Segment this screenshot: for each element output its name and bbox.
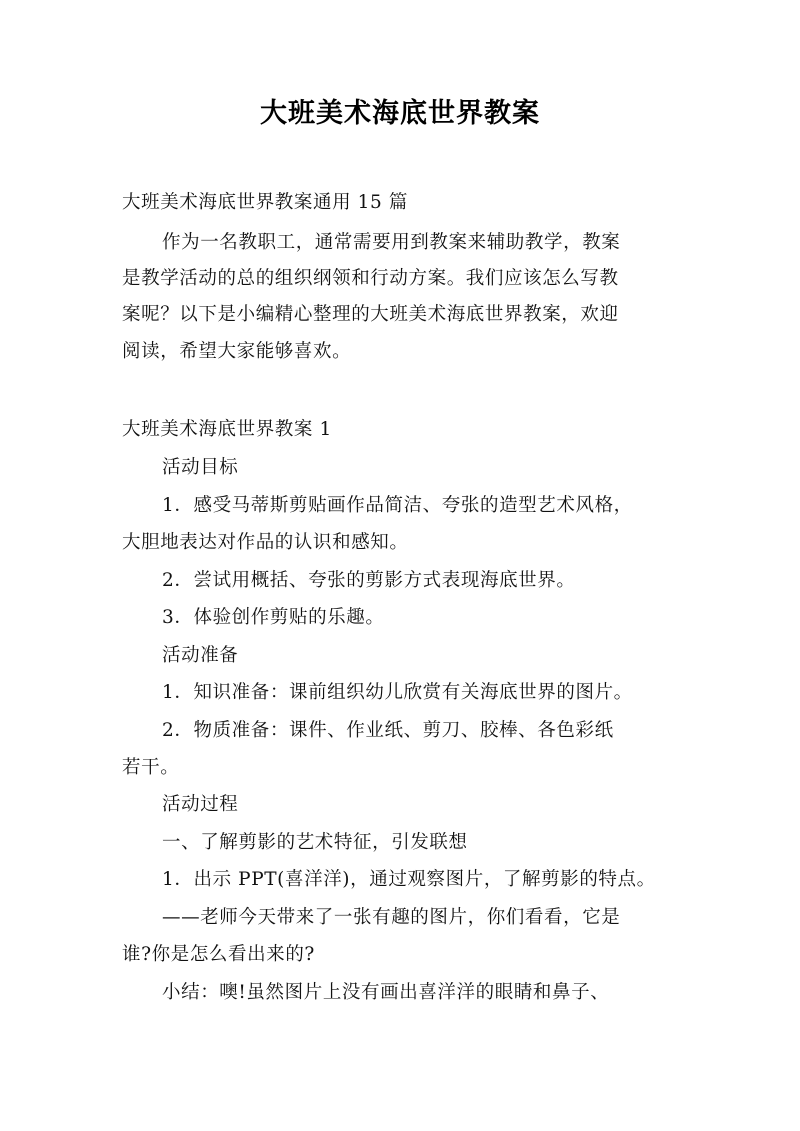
document-title: 大班美术海底世界教案 — [260, 98, 540, 129]
section-heading: 大班美术海底世界教案 1 — [122, 419, 332, 440]
body-line: 谁?你是怎么看出来的? — [122, 944, 315, 965]
body-line: 3．体验创作剪贴的乐趣。 — [162, 607, 385, 628]
body-line: 2．物质准备：课件、作业纸、剪刀、胶棒、各色彩纸 — [162, 720, 614, 741]
intro-line: 作为一名教职工，通常需要用到教案来辅助教学，教案 — [162, 232, 621, 253]
intro-line: 阅读，希望大家能够喜欢。 — [122, 341, 352, 362]
subheading-activity-goals: 活动目标 — [162, 457, 239, 478]
body-line: 一、了解剪影的艺术特征，引发联想 — [162, 832, 468, 853]
body-line: 2．尝试用概括、夸张的剪影方式表现海底世界。 — [162, 570, 576, 591]
subtitle-line: 大班美术海底世界教案通用 15 篇 — [122, 192, 409, 213]
body-line: 大胆地表达对作品的认识和感知。 — [122, 532, 409, 553]
body-line: 1．出示 PPT(喜洋洋)，通过观察图片，了解剪影的特点。 — [162, 869, 656, 890]
subheading-activity-preparation: 活动准备 — [162, 645, 239, 666]
intro-line: 案呢？以下是小编精心整理的大班美术海底世界教案，欢迎 — [122, 304, 619, 325]
body-line: ——老师今天带来了一张有趣的图片，你们看看，它是 — [162, 907, 621, 928]
body-line: 若干。 — [122, 757, 180, 778]
body-line: 小结：噢!虽然图片上没有画出喜洋洋的眼睛和鼻子、 — [162, 982, 610, 1003]
subheading-activity-process: 活动过程 — [162, 794, 239, 815]
body-line: 1．感受马蒂斯剪贴画作品简洁、夸张的造型艺术风格， — [162, 495, 633, 516]
body-line: 1．知识准备：课前组织幼儿欣赏有关海底世界的图片。 — [162, 682, 633, 703]
intro-line: 是教学活动的总的组织纲领和行动方案。我们应该怎么写教 — [122, 268, 619, 289]
